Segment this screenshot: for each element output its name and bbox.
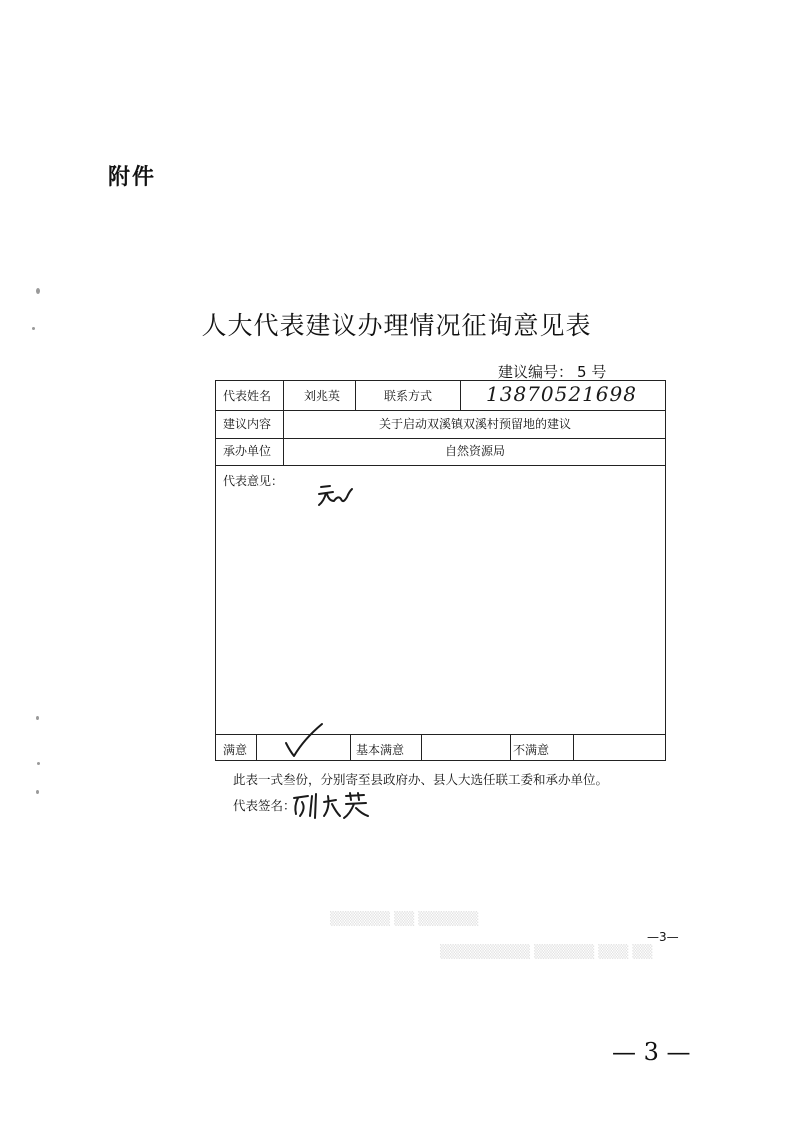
page-number: — 3 — [612,1038,691,1066]
bleed-through-text: ▒▒▒▒▒▒ ▒▒ ▒▒▒▒▒▒ [330,912,479,927]
suggestion-number-label: 建议编号： [498,363,574,381]
contact-value-handwritten: 13870521698 [486,382,637,406]
rep-name-value: 刘兆英 [304,389,341,403]
suggestion-number [498,361,606,382]
unit-value: 自然资源局 [444,444,505,458]
footnote: 此表一式叁份，分别寄至县政府办、县人大选任联工委和承办单位。 [233,772,609,787]
opinion-label: 代表意见： [223,474,284,488]
attachment-label: 附件 [108,165,157,190]
bleed-through-text: ▒▒▒▒▒▒▒▒▒ ▒▒▒▒▒▒ ▒▒▒ ▒▒ [440,945,653,960]
checkmark-icon [282,721,326,759]
signature-label: 代表签名： [233,798,296,813]
page-title: 人大代表建议办理情况征询意见表 [201,311,592,340]
suggestion-number-value: 5 号 [577,363,607,381]
scan-speck [36,288,40,294]
scan-speck [36,790,39,794]
contact-label: 联系方式 [384,389,433,403]
unit-label: 承办单位 [223,444,272,458]
not-satisfied-label: 不满意 [513,743,550,757]
inner-page-mark: —3— [647,930,679,944]
handwritten-opinion-wu [316,481,358,507]
content-label: 建议内容 [223,417,272,431]
satisfied-label: 满意 [223,743,248,757]
content-value: 关于启动双溪镇双溪村预留地的建议 [378,417,571,431]
rep-name-label: 代表姓名 [223,389,272,403]
handwritten-signature [288,790,372,822]
survey-form-table [215,380,666,761]
basic-satisfied-label: 基本满意 [356,743,405,757]
scan-speck [37,762,40,765]
scan-speck [36,716,39,720]
